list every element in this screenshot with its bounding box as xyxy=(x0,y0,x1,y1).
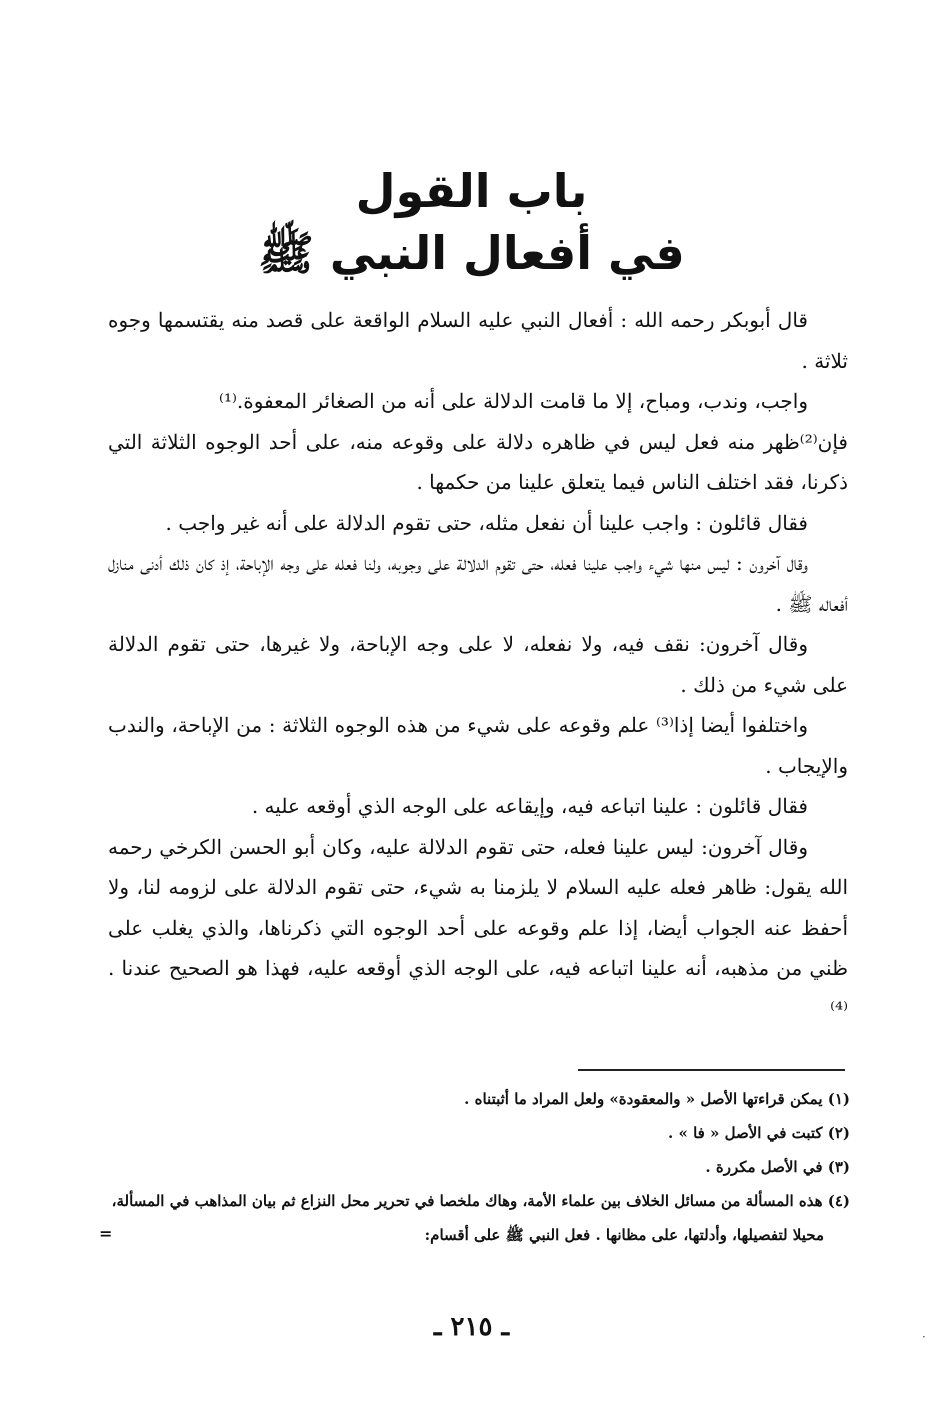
heading-line-1: باب القول xyxy=(355,164,588,218)
paragraph: وقال آخرون : ليس منها شيء واجب علينا فعله، حتى تقوم الدلالة على وجوبه، ولنا فعله على وجه الإباحة، إذ كان ذلك أدنى منازل أفعاله ﷺ . xyxy=(108,551,848,616)
main-text xyxy=(108,300,848,1029)
heading-line-2: في أفعال النبي ﷺ xyxy=(258,226,685,280)
footnote-4-continued: محيلا لتفصيلها، وأدلتها، على مظانها . فعل النبي ﷺ على أقسام: xyxy=(424,1226,824,1244)
footnotes xyxy=(108,1082,850,1252)
footnote-1: (١) يمكن قراءتها الأصل « والمعقودة» ولعل المراد ما أثبتناه . xyxy=(464,1090,850,1108)
paragraph: وقال آخرون: نقف فيه، ولا نفعله، لا على وجه الإباحة، ولا غيرها، حتى تقوم الدلالة على شيء من ذلك . xyxy=(108,632,848,697)
page-number: ـ ٢١٥ ـ xyxy=(433,1312,510,1342)
paragraph: فإن⁽²⁾ظهر منه فعل ليس في ظاهره دلالة على وقوعه منه، على أحد الوجوه الثلاثة التي ذكرنا، فقد اختلف الناس فيما يتعلق علينا من حكمها . xyxy=(108,429,848,494)
paragraph: وقال آخرون: ليس علينا فعله، حتى تقوم الدلالة عليه، وكان أبو الحسن الكرخي رحمه الله يقول: ظاهر فعله عليه السلام لا يلزمنا به شيء، حتى تقوم الدلالة على لزومه لنا، ولا أحفظ عنه الجواب أيضا، إذا علم وقوعه على أحد الوجوه التي ذكرناها، والذي يغلب على ظني من مذهبه، أنه علينا اتباعه فيه، على الوجه الذي أوقعه عليه، فهذا هو الصحيح عندنا .⁽⁴⁾ xyxy=(108,834,848,1021)
chapter-heading xyxy=(0,160,943,284)
continuation-mark: = xyxy=(99,1224,113,1243)
footnote-separator xyxy=(578,1069,845,1071)
paragraph: فقال قائلون : علينا اتباعه فيه، وإيقاعه على الوجه الذي أوقعه عليه . xyxy=(251,794,808,818)
paragraph: قال أبوبكر رحمه الله : أفعال النبي عليه السلام الواقعة على قصد منه يقتسمها وجوه ثلاثة . xyxy=(108,308,848,373)
footnote-4: (٤) هذه المسألة من مسائل الخلاف بين علماء الأمة، وهاك ملخصا في تحرير محل النزاع ثم بيان المذاهب في المسألة، xyxy=(111,1192,850,1210)
scan-mark-icon: · xyxy=(922,1330,926,1344)
paragraph: واختلفوا أيضا إذا⁽³⁾ علم وقوعه على شيء من هذه الوجوه الثلاثة : من الإباحة، والندب والإيجاب . xyxy=(108,713,848,778)
paragraph: واجب، وندب، ومباح، إلا ما قامت الدلالة على أنه من الصغائر المعفوة.⁽¹⁾ xyxy=(219,389,808,413)
footnote-3: (٣) في الأصل مكررة . xyxy=(705,1158,850,1176)
paragraph: فقال قائلون : واجب علينا أن نفعل مثله، حتى تقوم الدلالة على أنه غير واجب . xyxy=(165,510,808,535)
footnote-2: (٢) كتبت في الأصل « فا » . xyxy=(668,1124,850,1142)
